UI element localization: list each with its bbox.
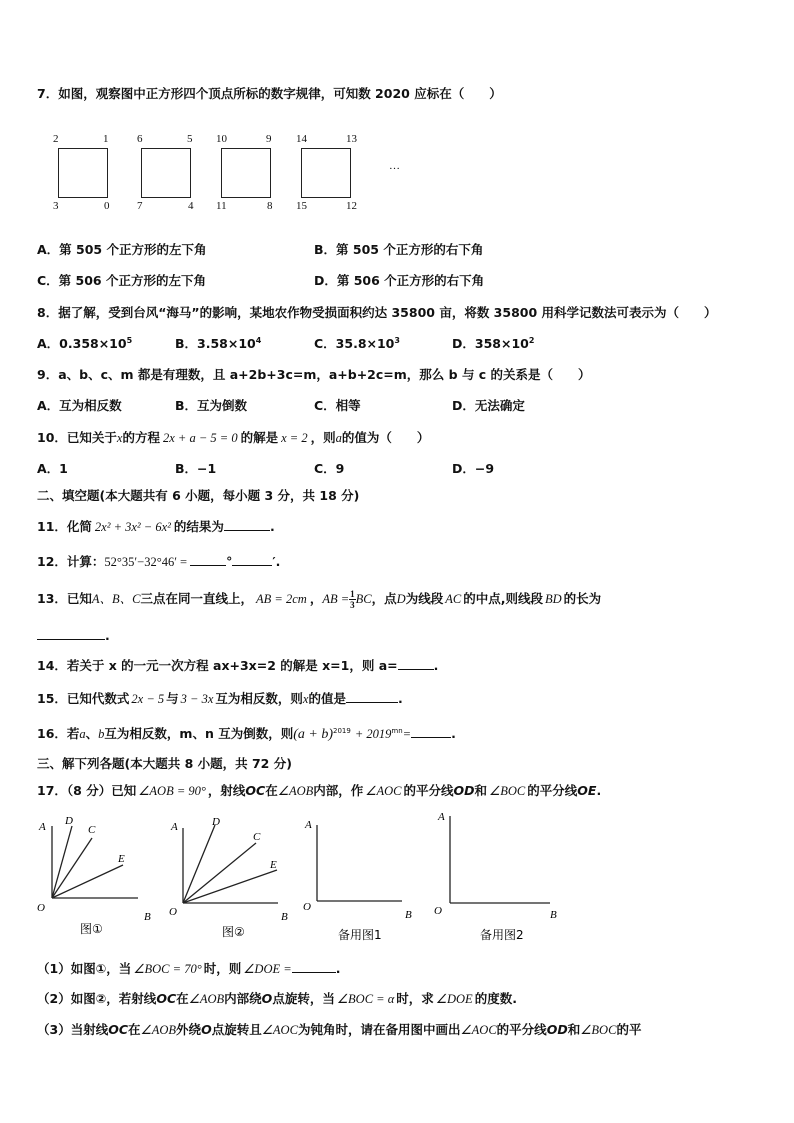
q17-sub2-p5: 点旋转，当 (272, 991, 335, 1006)
q17-p6: 和 (474, 783, 488, 798)
q10-p1: 10．已知关于 (37, 430, 117, 445)
q10-p5: 的值为（ ） (341, 430, 430, 445)
fig2-label-e: E (270, 859, 277, 871)
spare2-label-b: B (550, 909, 557, 921)
q13-ac: AC (445, 592, 462, 606)
q17-sub3-p2: 在 (128, 1022, 141, 1037)
q16-eq: = (402, 727, 412, 741)
ellipsis: … (389, 160, 400, 172)
q8-c-exp: 3 (394, 335, 400, 345)
q16-expr2: + 2019 (354, 727, 392, 741)
q17-sub3-p5: 为钝角时，请在备用图中画出 (297, 1022, 461, 1037)
sq1-tr: 1 (103, 133, 109, 145)
q17-sub3-p8: 的平 (616, 1022, 642, 1037)
spare-figure-1 (317, 825, 402, 901)
q12-blank-min (232, 553, 272, 566)
sq2-br: 4 (188, 200, 194, 212)
sq4-tr: 13 (346, 133, 357, 145)
fig2-ray-oc (183, 843, 256, 903)
q12-p1: 12．计算： (37, 554, 105, 569)
q17-sub2-o: O (261, 991, 273, 1006)
q13-p2: 三点在同一直线上， (140, 591, 254, 606)
q16-p3: 互为相反数，m、n 互为倒数，则 (104, 726, 294, 741)
q17-p1: 17．（8 分）已知 (37, 783, 137, 798)
q14-blank (398, 657, 434, 670)
q17-oe: OE (577, 783, 597, 798)
sq3-bl: 11 (216, 200, 227, 212)
q13-pts: A、B、C (91, 592, 141, 606)
figure-2 (183, 825, 278, 903)
q16-a: a (79, 727, 86, 741)
q10-p4: ，则 (310, 430, 336, 445)
q17-p5: 的平分线 (403, 783, 454, 798)
spare2-label-o: O (434, 905, 442, 917)
q17-sub3-aoc: ∠AOC (261, 1023, 298, 1037)
q7-stem: 7．如图，观察图中正方形四个顶点所标的数字规律，可知数 2020 应标在（ ） (37, 86, 502, 101)
q8-option-b (175, 334, 261, 352)
q8-a-text: A．0.358×10 (37, 336, 127, 351)
q17-sub3 (37, 1020, 641, 1038)
q12-expr: 52°35′−32°46′ = (104, 555, 188, 569)
fig2-label-b: B (281, 911, 288, 923)
fig1-label-e: E (118, 853, 125, 865)
q17-sub2-aob: ∠AOB (188, 992, 225, 1006)
q16 (37, 724, 456, 743)
q16-p2: 、 (85, 726, 99, 741)
sq3-tl: 10 (216, 133, 227, 145)
q13-blank (37, 627, 105, 640)
q13-d: D (396, 592, 406, 606)
sq3-br: 8 (267, 200, 273, 212)
q16-exp2: mn (391, 726, 403, 735)
q13 (37, 589, 601, 610)
square-3 (221, 148, 271, 198)
q9-option-b: B．互为倒数 (175, 398, 248, 413)
fig1-label-c: C (88, 824, 96, 836)
q16-end: . (451, 726, 456, 741)
q15-x: x (302, 692, 309, 706)
q7-option-b: B．第 505 个正方形的右下角 (314, 242, 484, 257)
q10-eq: 2x + a − 5 = 0 (162, 431, 238, 445)
q10-option-b: B．−1 (175, 461, 217, 476)
sq4-br: 12 (346, 200, 357, 212)
square-2 (141, 148, 191, 198)
q17-stem (37, 781, 601, 799)
q15-p4: 的值是 (308, 691, 346, 706)
q11-p1: 11．化简 (37, 519, 92, 534)
q13-p4: 为线段 (405, 591, 444, 606)
sq4-tl: 14 (296, 133, 307, 145)
q14-end: . (433, 658, 439, 673)
q17-oc: OC (245, 783, 266, 798)
q17-sub2 (37, 989, 517, 1007)
q17-sub1 (37, 959, 340, 977)
caption-fig1: 图① (80, 922, 103, 936)
q10-option-a: A．1 (37, 461, 68, 476)
fig1-label-b: B (144, 911, 151, 923)
q17-sub1-p1: （1）如图 (37, 961, 96, 976)
q12-min: ′. (272, 554, 281, 569)
q17-sub1-doe: ∠DOE = (243, 962, 292, 976)
q13-bd: BD (544, 592, 562, 606)
q17-sub2-p2: ，若射线 (106, 991, 157, 1006)
q17-sub3-p6: 的平分线 (496, 1022, 547, 1037)
q15-p1: 15．已知代数式 (37, 691, 130, 706)
q10-x: x (116, 431, 123, 445)
q8-d-text: D．358×10 (452, 336, 529, 351)
q17-figures (30, 808, 570, 950)
q17-sub1-p2: ，当 (106, 961, 132, 976)
q8-option-a (37, 334, 132, 352)
q8-option-c (314, 334, 400, 352)
q13-answer-line (37, 627, 110, 643)
q17-aoc: ∠AOC (365, 784, 402, 798)
q17-sub3-p7: 和 (567, 1022, 581, 1037)
q13-frac-den: 3 (350, 600, 355, 610)
q16-p1: 16．若 (37, 726, 80, 741)
q9-option-a: A．互为相反数 (37, 398, 122, 413)
q17-sub3-aoc2: ∠AOC (460, 1023, 497, 1037)
q7-option-c: C．第 506 个正方形的左下角 (37, 273, 206, 288)
q17-sub2-p7: 的度数. (474, 991, 517, 1006)
fig1-label-o: O (37, 902, 45, 914)
spare1-label-b: B (405, 909, 412, 921)
q8-c-text: C．35.8×10 (314, 336, 395, 351)
q17-p4: 内部，作 (313, 783, 364, 798)
section-2-heading: 二、填空题(本大题共有 6 小题，每小题 3 分，共 18 分) (37, 488, 360, 503)
sq1-tl: 2 (53, 133, 59, 145)
fig2-label-c: C (253, 831, 261, 843)
q13-p6: 的长为 (563, 591, 602, 606)
q17-sub3-boc: ∠BOC (580, 1023, 617, 1037)
q16-b: b (98, 727, 105, 741)
q17-sub1-blank (292, 960, 336, 973)
spare1-label-a: A (305, 819, 312, 831)
q17-sub3-oc: OC (108, 1022, 129, 1037)
q13-frac-num: 1 (350, 589, 355, 599)
q17-sub3-p1: （3）当射线 (37, 1022, 109, 1037)
q17-sub2-p4: 内部绕 (224, 991, 262, 1006)
q15-blank (346, 690, 398, 703)
q17-sub1-p3: 时，则 (203, 961, 242, 976)
q10-a: a (335, 431, 342, 445)
q10-p2: 的方程 (122, 430, 160, 445)
q15-p2: 与 (166, 691, 179, 706)
fig1-ray-od (52, 826, 72, 898)
q8-option-d (452, 334, 534, 352)
sq1-bl: 3 (53, 200, 59, 212)
q15 (37, 689, 403, 707)
q15-p3: 互为相反数，则 (215, 691, 303, 706)
q13-comma: ， (309, 591, 323, 606)
q13-p1: 13．已知 (37, 591, 92, 606)
sq3-tr: 9 (266, 133, 272, 145)
q17-sub2-p6: 时，求 (396, 991, 434, 1006)
q17-sub3-od: OD (546, 1022, 568, 1037)
q11 (37, 517, 275, 535)
q17-sub2-oc: OC (156, 991, 177, 1006)
fig2-ray-oe (183, 870, 277, 903)
q17-sub2-cond: ∠BOC = α (336, 992, 395, 1006)
q7-option-d: D．第 506 个正方形的右下角 (314, 273, 485, 288)
q17-sub3-p3: 外绕 (176, 1022, 202, 1037)
fig1-label-a: A (39, 821, 46, 833)
q16-blank (411, 725, 451, 738)
q17-p8: . (596, 783, 602, 798)
caption-spare2: 备用图2 (480, 928, 524, 942)
q14 (37, 656, 438, 674)
q17-angle: ∠AOB = 90° (138, 784, 206, 798)
fig2-label-a: A (171, 821, 178, 833)
fig2-ray-od (183, 825, 215, 903)
q8-stem: 8．据了解，受到台风“海马”的影响，某地农作物受损面积约达 35800 亩，将数 35800 用科学记数法可表示为（ ） (37, 305, 717, 320)
square-1 (58, 148, 108, 198)
q10-option-c: C．9 (314, 461, 345, 476)
q17-od: OD (453, 783, 475, 798)
q14-p1: 14．若关于 x 的一元一次方程 ax+3x=2 的解是 x=1，则 a= (37, 658, 398, 673)
q17-boc: ∠BOC (489, 784, 526, 798)
q11-expr: 2x² + 3x² − 6x² (94, 520, 171, 534)
q17-sub3-o: O (201, 1022, 212, 1037)
q12-blank-deg (190, 553, 226, 566)
q13-ab2: AB = (322, 592, 350, 606)
q15-end: . (397, 691, 403, 706)
q17-p2: ，射线 (207, 783, 246, 798)
q13-bc: BC (355, 592, 372, 606)
caption-spare1: 备用图1 (338, 928, 382, 942)
spare2-label-a: A (438, 811, 445, 823)
figure-1 (52, 826, 138, 898)
q17-angle2: ∠AOB (277, 784, 314, 798)
q9-option-d: D．无法确定 (452, 398, 525, 413)
q13-p5: 的中点,则线段 (463, 591, 543, 606)
q11-p2: 的结果为 (173, 519, 224, 534)
q7-option-a: A．第 505 个正方形的左下角 (37, 242, 207, 257)
square-4 (301, 148, 351, 198)
q13-ab: AB = 2cm (256, 592, 307, 606)
sq2-bl: 7 (137, 200, 143, 212)
q8-b-text: B．3.58×10 (175, 336, 256, 351)
caption-fig2: 图② (222, 925, 245, 939)
sq2-tr: 5 (187, 133, 193, 145)
q17-sub1-cond: ∠BOC = 70° (133, 962, 202, 976)
sq4-bl: 15 (296, 200, 307, 212)
q15-e2: 3 − 3x (180, 692, 214, 706)
q8-d-exp: 2 (528, 335, 535, 345)
fig2-label-o: O (169, 906, 177, 918)
q11-blank (224, 518, 270, 531)
q16-exp1: 2019 (332, 726, 351, 735)
q9-stem: 9．a、b、c、m 都是有理数，且 a+2b+3c=m，a+b+2c=m，那么 b 与 c 的关系是（ ） (37, 367, 591, 382)
spare-figure-2 (450, 816, 550, 903)
sq1-br: 0 (104, 200, 110, 212)
q17-sub1-end: . (335, 961, 341, 976)
q12 (37, 552, 280, 570)
q10-option-d: D．−9 (452, 461, 495, 476)
q17-sub2-doe: ∠DOE (435, 992, 473, 1006)
q8-b-exp: 4 (255, 335, 262, 345)
section-3-heading: 三、解下列各题(本大题共 8 小题，共 72 分) (37, 756, 292, 771)
q16-expr1: (a + b) (293, 727, 333, 742)
q11-end: . (269, 519, 275, 534)
q12-deg: ° (226, 554, 233, 569)
q10-p3: 的解是 (240, 430, 279, 445)
fig2-label-d: D (212, 816, 220, 828)
q13-end: . (105, 628, 110, 643)
q17-sub1-circ: ① (95, 961, 107, 976)
q17-sub3-p4: 点旋转且 (211, 1022, 262, 1037)
q17-p3: 在 (265, 783, 278, 798)
spare1-label-o: O (303, 901, 311, 913)
q8-a-exp: 5 (126, 335, 133, 345)
q17-sub2-p3: 在 (176, 991, 189, 1006)
q10-sol: x = 2 (281, 431, 308, 445)
q13-p3: ，点 (371, 591, 397, 606)
q17-p7: 的平分线 (527, 783, 578, 798)
q17-sub2-p1: （2）如图 (37, 991, 96, 1006)
sq2-tl: 6 (137, 133, 143, 145)
q17-sub3-aob: ∠AOB (140, 1023, 177, 1037)
q15-e1: 2x − 5 (131, 692, 165, 706)
q10-stem (37, 428, 429, 446)
fig1-label-d: D (65, 815, 73, 827)
q9-option-c: C．相等 (314, 398, 361, 413)
q17-sub2-circ: ② (95, 991, 107, 1006)
